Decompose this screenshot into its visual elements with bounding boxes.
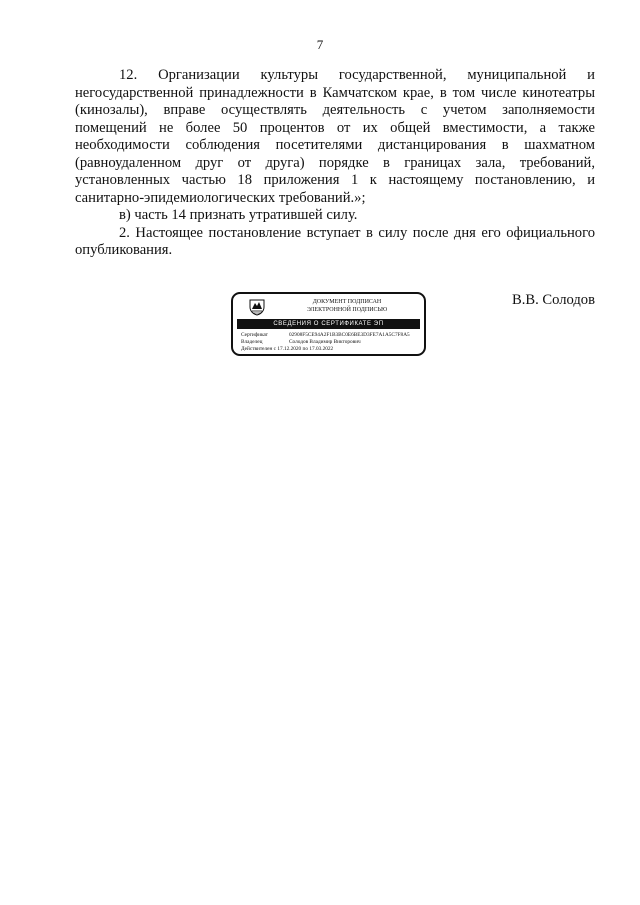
stamp-certificate-bar: СВЕДЕНИЯ О СЕРТИФИКАТЕ ЭП <box>237 319 420 329</box>
coat-of-arms-icon <box>249 298 265 316</box>
stamp-heading <box>277 299 417 314</box>
stamp-heading-line1: ДОКУМЕНТ ПОДПИСАН <box>312 299 382 305</box>
stamp-owner-value: Солодов Владимир Викторович <box>289 339 361 345</box>
paragraph-subitem-v: в) часть 14 признать утратившей силу. <box>119 207 358 223</box>
paragraph-item-12: 12. Организации культуры государственной, муниципальной и негосударственной принадлежности в Камчатском крае, в том числе кинотеатры (кинозалы), вправе осуществлять деятельность с учетом заполняемости помещений не более 50 процентов от их общей вместимости, а также необходимости соблюдения посетителями дистанцирования в шахматном (равноудаленном друг от друга) порядке в границах зала, требований, установленных частью 18 приложения 1 к настоящему постановлению, и санитарно-эпидемиологических требований.»; <box>75 67 595 206</box>
stamp-certificate-row <box>241 332 410 338</box>
stamp-owner-row <box>241 339 361 345</box>
stamp-certificate-label: Сертификат <box>241 332 268 338</box>
signer-name: В.В. Солодов <box>511 292 595 308</box>
page-number: 7 <box>316 37 324 52</box>
stamp-heading-line2: ЭЛЕКТРОННОЙ ПОДПИСЬЮ <box>306 306 388 313</box>
document-body <box>75 67 595 260</box>
stamp-certificate-value: 02908F5CE94A2F1B3BC0E6BE3D3FE7A1A5C7F8A5 <box>289 332 410 338</box>
stamp-validity-row: Действителен с 17.12.2020 по 17.03.2022 <box>241 346 334 352</box>
stamp-owner-label: Владелец <box>241 339 263 345</box>
electronic-signature-stamp <box>231 292 426 356</box>
paragraph-effective-date: 2. Настоящее постановление вступает в силу после дня его официального опубликования. <box>75 224 595 258</box>
